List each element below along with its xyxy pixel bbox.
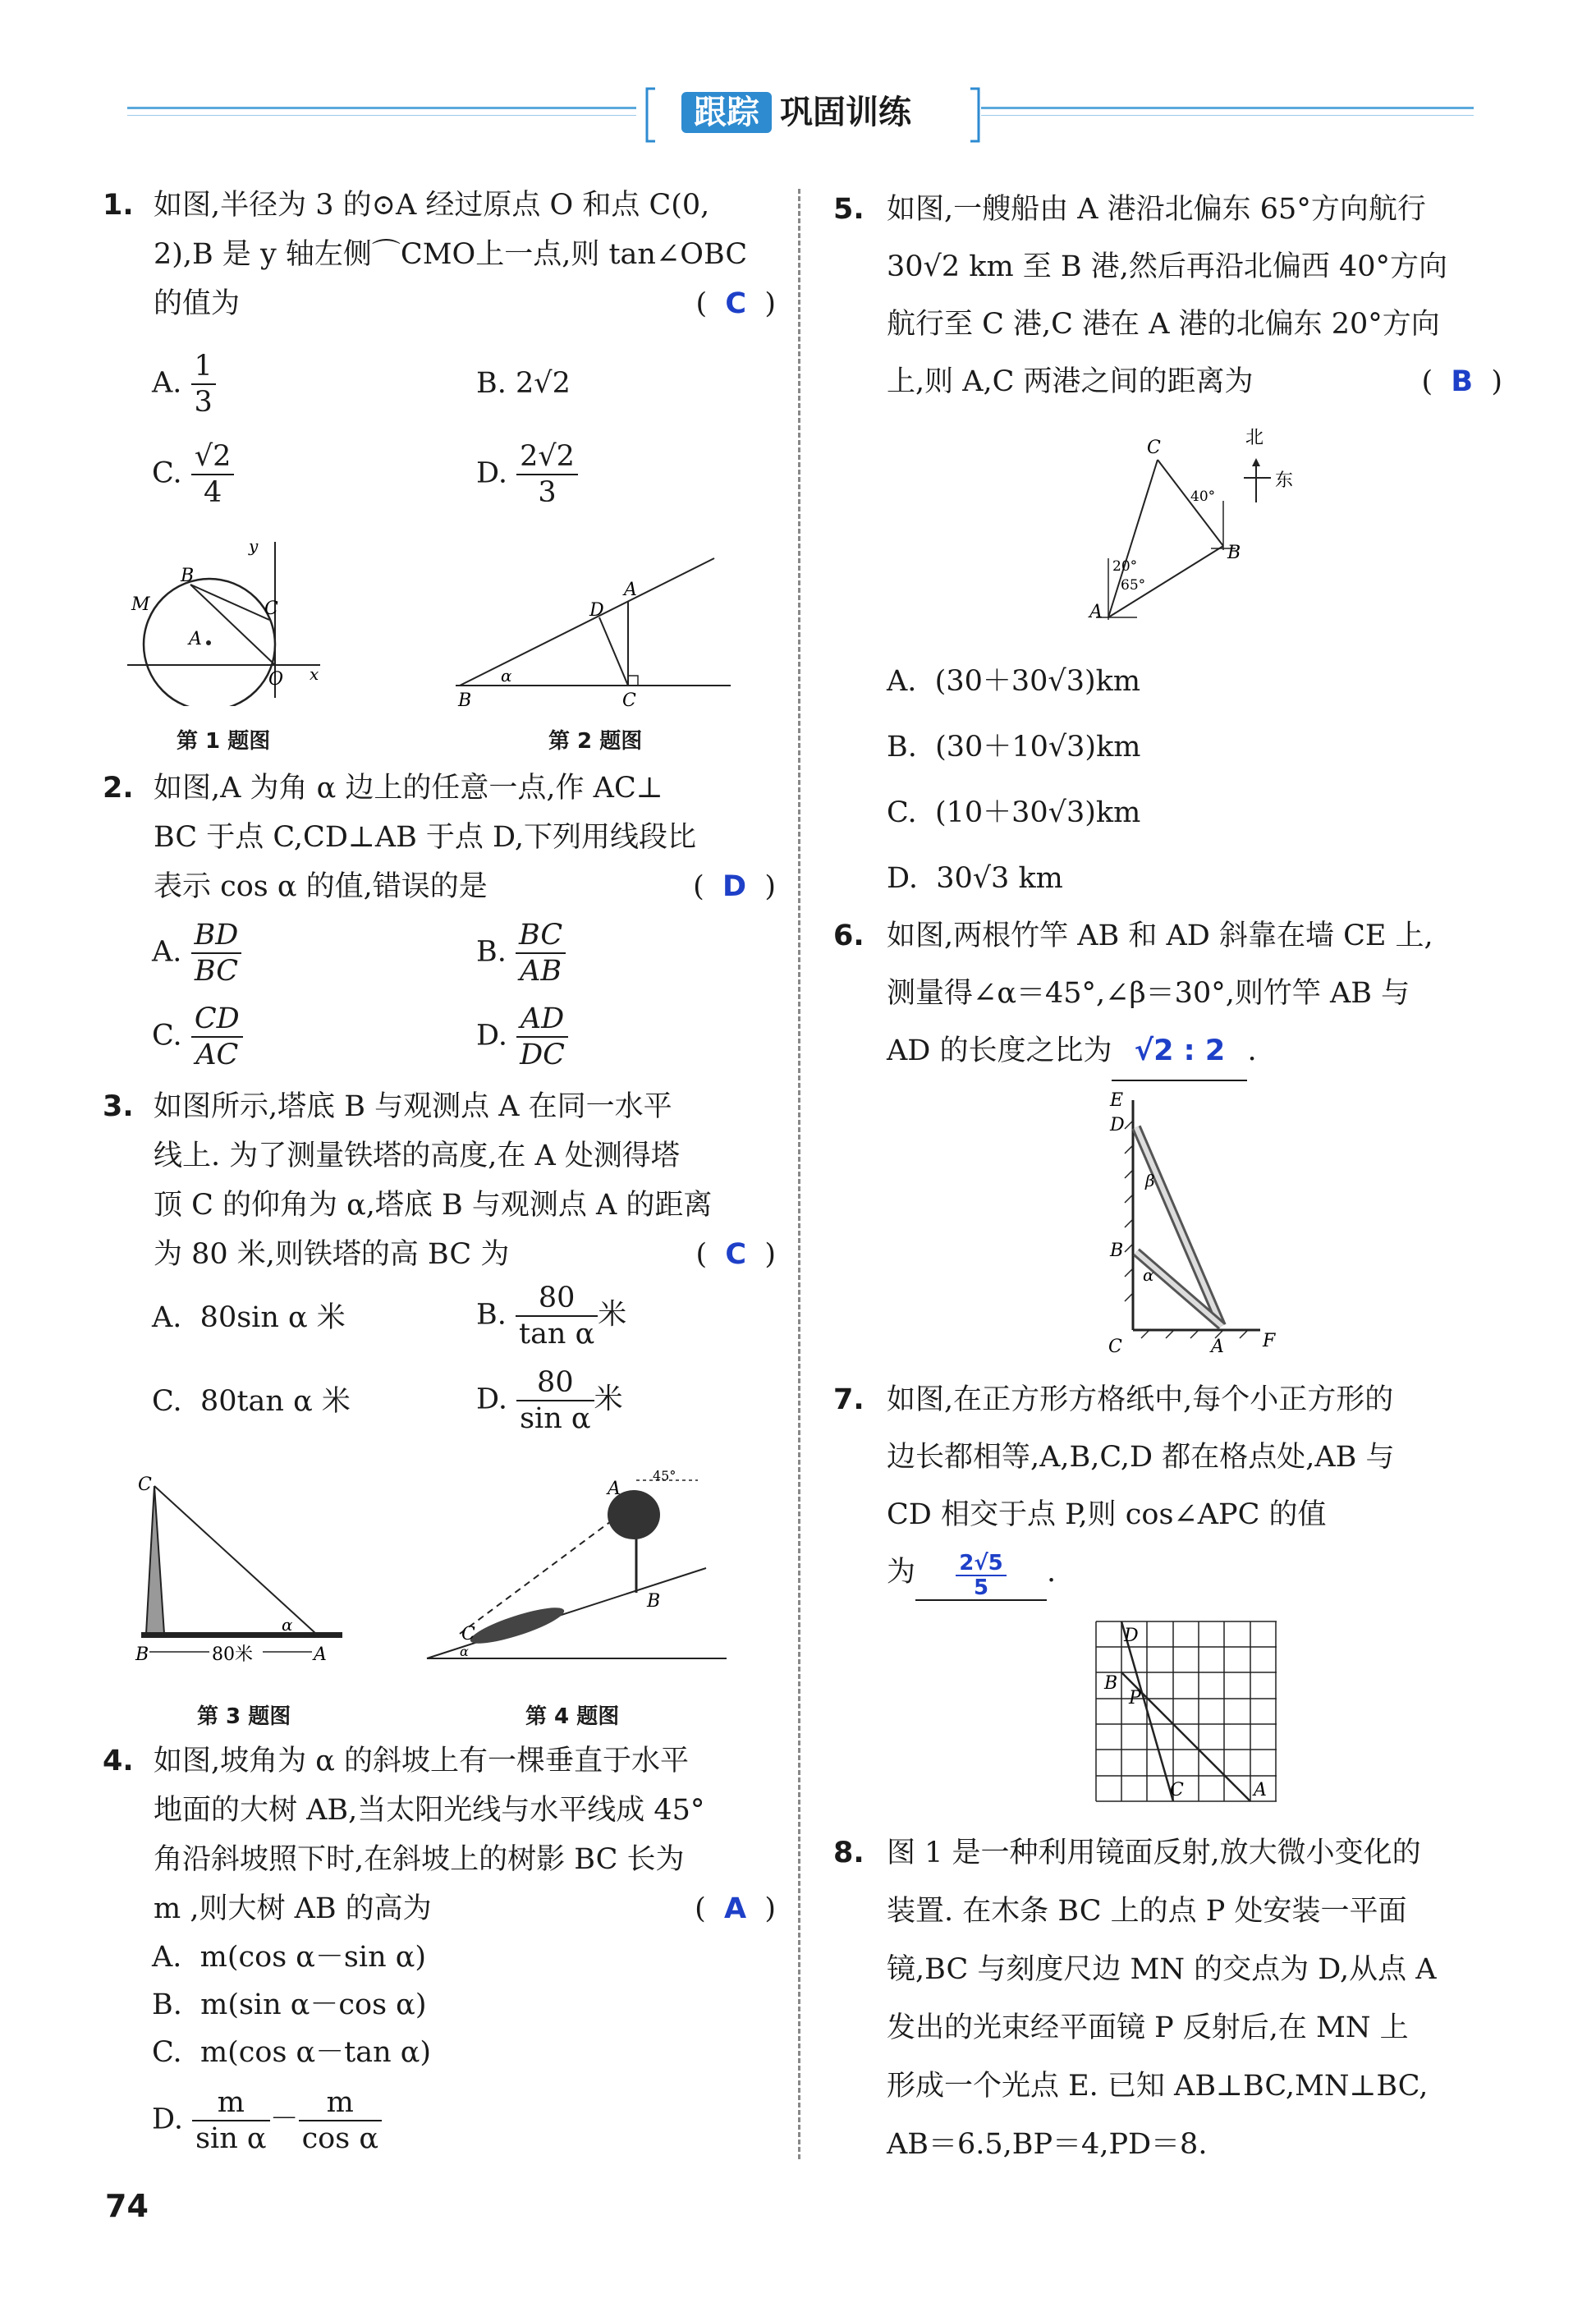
figure-6-bamboo xyxy=(1100,1088,1289,1359)
question-text: 如图,在正方形方格纸中,每个小正方形的 xyxy=(887,1383,1394,1416)
angle-65-label: 65° xyxy=(1121,577,1146,594)
svg-text:B: B xyxy=(1104,1673,1118,1694)
question-text: AB＝6.5,BP＝4,PD＝8. xyxy=(887,2128,1208,2161)
svg-text:D: D xyxy=(589,600,604,621)
question-1 xyxy=(103,181,776,328)
option-d: D. $\frac{m}{\text{sin α}}$ － $\frac{m}{\text{cos α}}$ xyxy=(152,2085,382,2156)
question-number: 5. xyxy=(833,193,864,226)
option-b: B. 2√2 xyxy=(476,367,571,400)
question-text: 边长都相等,A,B,C,D 都在格点处,AB 与 xyxy=(887,1441,1395,1474)
question-number: 4. xyxy=(103,1745,134,1777)
option-c: C. $\frac{CD}{AC}$ xyxy=(152,1002,243,1072)
header-rule-left xyxy=(127,107,636,109)
question-4 xyxy=(103,1736,776,1933)
svg-text:B: B xyxy=(647,1591,661,1612)
question-text: 形成一个光点 E. 已知 AB⊥BC,MN⊥BC, xyxy=(887,2070,1429,2103)
svg-text:A: A xyxy=(1211,1337,1224,1357)
svg-text:A: A xyxy=(189,629,202,649)
header-tag: 跟踪 xyxy=(681,92,772,133)
svg-text:M: M xyxy=(131,594,150,615)
header-rule-left-thin xyxy=(127,115,636,116)
svg-text:A: A xyxy=(1089,602,1103,622)
question-text: 如图,一艘船由 A 港沿北偏东 65°方向航行 xyxy=(887,193,1426,226)
question-text: 地面的大树 AB,当太阳光线与水平线成 45° xyxy=(154,1794,705,1827)
option-a: A. 80sin α 米 xyxy=(152,1301,346,1334)
north-label: 北 xyxy=(1245,428,1264,448)
figure-4-angle-label: 45° xyxy=(653,1468,676,1484)
svg-text:E: E xyxy=(1110,1090,1124,1111)
question-number: 2. xyxy=(103,772,134,805)
option-a: A. m(cos α－sin α) xyxy=(152,1941,427,1974)
question-text: 如图,半径为 3 的⊙A 经过原点 O 和点 C(0, xyxy=(154,189,710,222)
header-rule-right-thin xyxy=(981,115,1474,116)
option-b: B. m(sin α－cos α) xyxy=(152,1988,427,2021)
question-8 xyxy=(833,1824,1502,2174)
option-c: C. 80tan α 米 xyxy=(152,1385,351,1418)
svg-text:α: α xyxy=(282,1615,293,1635)
question-text: 如图,坡角为 α 的斜坡上有一棵垂直于水平 xyxy=(154,1745,690,1777)
svg-text:O: O xyxy=(268,669,284,690)
svg-text:B: B xyxy=(458,690,472,711)
svg-text:β: β xyxy=(1145,1171,1155,1190)
svg-text:B: B xyxy=(1110,1241,1124,1261)
svg-text:C: C xyxy=(1170,1780,1184,1800)
svg-text:D: D xyxy=(1124,1626,1139,1646)
answer-choice: D xyxy=(722,870,747,903)
option-a: A. $\frac{BD}{BC}$ xyxy=(152,918,241,988)
question-text: 测量得∠α＝45°,∠β＝30°,则竹竿 AB 与 xyxy=(887,977,1410,1010)
question-text: 镜,BC 与刻度尺边 MN 的交点为 D,从点 A xyxy=(887,1953,1437,1986)
page-number: 74 xyxy=(105,2188,149,2224)
svg-text:A: A xyxy=(1254,1780,1267,1800)
header-title: 巩固训练 xyxy=(780,94,911,131)
question-6 xyxy=(833,907,1502,1081)
question-number: 1. xyxy=(103,189,134,222)
figure-1-circle xyxy=(123,534,337,706)
question-text: 如图所示,塔底 B 与观测点 A 在同一水平 xyxy=(154,1090,672,1123)
answer-choice: A xyxy=(724,1892,747,1925)
answer-choice: B xyxy=(1451,365,1474,398)
svg-text:α: α xyxy=(501,666,512,686)
question-text: 发出的光束经平面镜 P 反射后,在 MN 上 xyxy=(887,2011,1409,2044)
svg-text:C: C xyxy=(622,690,636,711)
svg-text:F: F xyxy=(1263,1331,1276,1351)
question-number: 6. xyxy=(833,920,864,952)
svg-text:A: A xyxy=(608,1479,621,1499)
svg-text:x: x xyxy=(310,664,319,684)
question-text: CD 相交于点 P,则 cos∠APC 的值 xyxy=(887,1498,1327,1531)
svg-text:P: P xyxy=(1129,1688,1141,1708)
answer-blank: √2 : 2 xyxy=(1112,1022,1247,1081)
question-5 xyxy=(833,181,1502,410)
option-a: A. (30＋30√3)km xyxy=(887,665,1141,698)
question-number: 7. xyxy=(833,1383,864,1416)
figure-7-grid xyxy=(1088,1613,1285,1810)
svg-text:C: C xyxy=(1108,1337,1122,1357)
figure-4-slope-tree xyxy=(419,1465,731,1671)
question-text: 30√2 km 至 B 港,然后再沿北偏西 40°方向 xyxy=(887,250,1448,283)
question-text: 上,则 A,C 两港之间的距离为 ( B ) xyxy=(887,365,1502,398)
option-b: B. $\frac{BC}{AB}$ xyxy=(476,918,566,988)
question-text: 的值为 ( C ) xyxy=(154,287,776,320)
question-text: 装置. 在木条 BC 上的点 P 处安装一平面 xyxy=(887,1895,1407,1928)
question-number: 3. xyxy=(103,1090,134,1123)
answer-blank: $\frac{2√5}{5}$ xyxy=(915,1552,1047,1601)
option-d: D. $\frac{2√2}{3}$ xyxy=(476,439,578,510)
header-rule-right xyxy=(981,107,1474,109)
figure-caption: 第 3 题图 xyxy=(197,1704,291,1729)
question-text: 顶 C 的仰角为 α,塔底 B 与观测点 A 的距离 xyxy=(154,1189,713,1222)
svg-text:α: α xyxy=(1143,1265,1154,1285)
east-label: 东 xyxy=(1275,470,1294,491)
svg-text:A: A xyxy=(314,1644,327,1665)
figure-caption: 第 4 题图 xyxy=(525,1704,620,1729)
svg-text:D: D xyxy=(1110,1115,1125,1135)
option-a: A. $\frac{1}{3}$ xyxy=(152,349,216,420)
answer-choice: C xyxy=(725,1238,747,1271)
question-text: 表示 cos α 的值,错误的是 ( D ) xyxy=(154,870,776,903)
question-text: 线上. 为了测量铁塔的高度,在 A 处测得塔 xyxy=(154,1140,680,1172)
angle-40-label: 40° xyxy=(1190,488,1216,505)
svg-text:B: B xyxy=(1227,543,1241,563)
figure-3-tower xyxy=(131,1470,353,1667)
option-c: C. m(cos α－tan α) xyxy=(152,2036,432,2069)
question-2 xyxy=(103,764,776,911)
angle-20-label: 20° xyxy=(1112,558,1138,575)
option-b: B. $\frac{80}{\text{tan α}}$ 米 xyxy=(476,1282,627,1351)
question-text: 如图,两根竹竿 AB 和 AD 斜靠在墙 CE 上, xyxy=(887,920,1433,952)
figure-3-distance-label: 80米 xyxy=(212,1644,253,1665)
question-text: 为 80 米,则铁塔的高 BC 为 ( C ) xyxy=(154,1238,776,1271)
question-text: 角沿斜坡照下时,在斜坡上的树影 BC 长为 xyxy=(154,1843,685,1876)
svg-text:C: C xyxy=(264,599,278,619)
option-c: C. (10＋30√3)km xyxy=(887,796,1141,829)
option-d: D. 30√3 km xyxy=(887,862,1063,895)
question-text: 图 1 是一种利用镜面反射,放大微小变化的 xyxy=(887,1837,1421,1869)
option-b: B. (30＋10√3)km xyxy=(887,731,1141,764)
svg-text:B: B xyxy=(135,1644,149,1665)
option-d: D. $\frac{AD}{DC}$ xyxy=(476,1002,568,1072)
question-number: 8. xyxy=(833,1837,864,1869)
question-3 xyxy=(103,1082,776,1279)
answer-choice: C xyxy=(725,287,747,320)
figure-caption: 第 1 题图 xyxy=(177,729,271,754)
svg-text:B: B xyxy=(181,566,195,586)
question-text: AD 的长度之比为 √2 : 2 . xyxy=(887,1022,1502,1081)
question-text: 航行至 C 港,C 港在 A 港的北偏东 20°方向 xyxy=(887,308,1440,341)
question-text: 如图,A 为角 α 边上的任意一点,作 AC⊥ xyxy=(154,772,663,805)
question-text: 为 $\frac{2√5}{5}$ . xyxy=(887,1550,1057,1600)
svg-text:α: α xyxy=(460,1644,469,1659)
question-text: 2),B 是 y 轴左侧⌒CMO上一点,则 tan∠OBC xyxy=(154,238,748,271)
svg-text:A: A xyxy=(624,580,637,600)
figure-5-navigation xyxy=(1071,427,1318,632)
svg-text:C: C xyxy=(461,1624,475,1644)
svg-text:C: C xyxy=(138,1475,152,1495)
figure-caption: 第 2 题图 xyxy=(548,729,643,754)
column-divider xyxy=(798,189,800,2159)
question-text: BC 于点 C,CD⊥AB 于点 D,下列用线段比 xyxy=(154,821,697,854)
figure-2-triangle xyxy=(452,550,739,714)
option-c: C. $\frac{√2}{4}$ xyxy=(152,439,234,510)
question-7 xyxy=(833,1371,1502,1601)
option-d: D. $\frac{80}{\text{sin α}}$ 米 xyxy=(476,1366,623,1435)
question-text: m ,则大树 AB 的高为 ( A ) xyxy=(154,1892,776,1925)
svg-text:y: y xyxy=(249,536,259,556)
svg-text:C: C xyxy=(1147,438,1161,458)
